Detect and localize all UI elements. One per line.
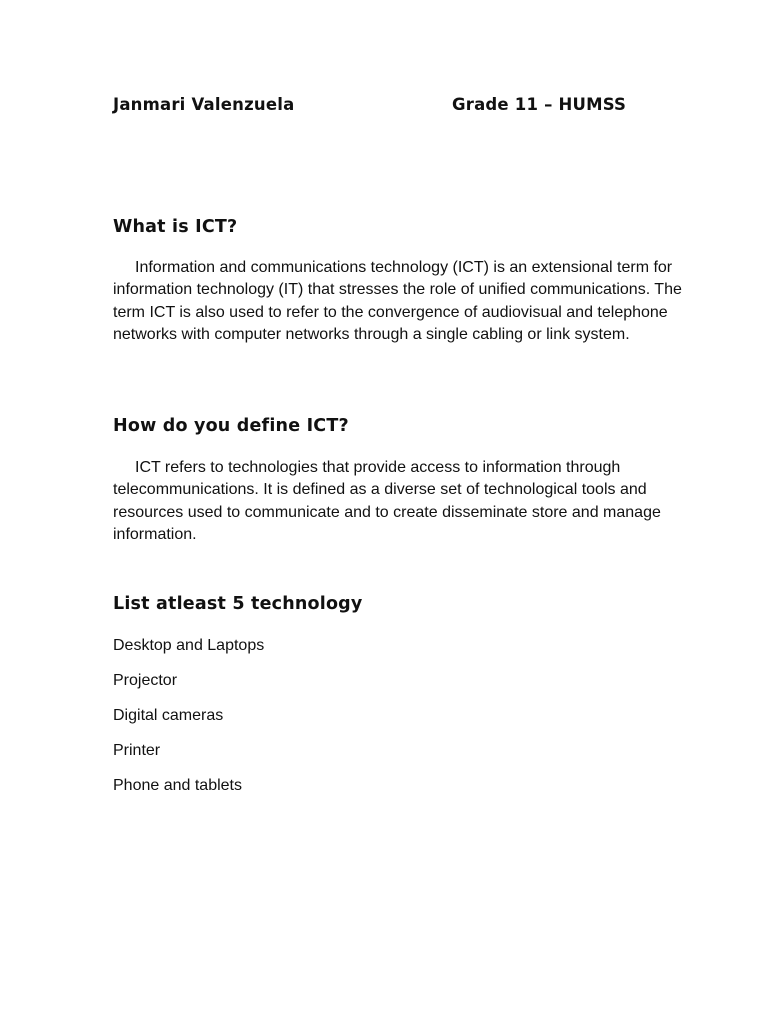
list-item: Projector [113, 672, 178, 689]
list-item: Printer [113, 742, 161, 759]
section-body-what-is-ict [113, 257, 683, 346]
grade-section: Grade 11 – HUMSS [452, 95, 627, 114]
technology-list [113, 634, 264, 809]
section-heading-what-is-ict: What is ICT? [113, 217, 238, 237]
paragraph: ICT refers to technologies that provide access to information through telecommunications. It is defined as a diverse set of technological tools and resources used to communicate and to create disseminate store and manage information. [113, 459, 661, 543]
list-item: Desktop and Laptops [113, 637, 265, 654]
paragraph: Information and communications technology (ICT) is an extensional term for information technology (IT) that stresses the role of unified communications. The term ICT is also used to refer to the convergence of audiovisual and telephone networks with computer networks through a single cabling or link system. [113, 259, 682, 343]
list-item: Phone and tablets [113, 777, 242, 794]
section-body-define-ict [113, 457, 683, 546]
document-header [113, 95, 673, 119]
student-name: Janmari Valenzuela [113, 95, 295, 114]
section-heading-technology-list: List atleast 5 technology [113, 594, 363, 614]
section-heading-define-ict: How do you define ICT? [113, 416, 349, 436]
list-item: Digital cameras [113, 707, 224, 724]
